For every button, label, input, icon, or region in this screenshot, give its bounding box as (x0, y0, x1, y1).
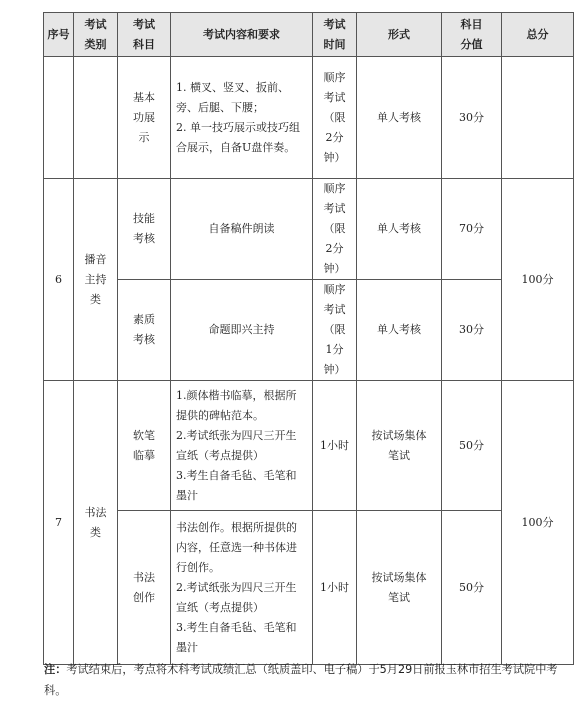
cell-seq: 6 (44, 179, 74, 381)
cell-subject: 书法创作 (118, 511, 171, 665)
cell-content: 自备稿件朗读 (171, 179, 313, 280)
header-type: 考试类别 (74, 13, 118, 57)
cell-content: 1. 横叉、竖叉、扳前、旁、后腿、下腰； 2. 单一技巧展示或技巧组合展示，自备U盘伴奏。 (171, 57, 313, 179)
header-time: 考试时间 (313, 13, 357, 57)
cell-form: 单人考核 (357, 280, 442, 381)
cell-time: 顺序考试（限2分钟） (313, 179, 357, 280)
cell-type: 书法类 (74, 381, 118, 665)
exam-table (43, 12, 574, 665)
cell-total: 100分 (502, 381, 574, 665)
cell-subject: 软笔临摹 (118, 381, 171, 511)
cell-type: 播音主持类 (74, 179, 118, 381)
cell-score: 30分 (442, 57, 502, 179)
cell-time: 顺序考试（限1分钟） (313, 280, 357, 381)
cell-score: 30分 (442, 280, 502, 381)
table-row (44, 280, 574, 381)
cell-form: 单人考核 (357, 57, 442, 179)
table-row (44, 179, 574, 280)
cell-seq (44, 57, 74, 179)
header-subject: 考试科目 (118, 13, 171, 57)
cell-form: 按试场集体笔试 (357, 511, 442, 665)
cell-score: 50分 (442, 511, 502, 665)
header-score: 科目分值 (442, 13, 502, 57)
cell-score: 70分 (442, 179, 502, 280)
cell-time: 顺序考试（限2分钟） (313, 57, 357, 179)
header-content: 考试内容和要求 (171, 13, 313, 57)
header-form: 形式 (357, 13, 442, 57)
footnote (44, 659, 576, 701)
cell-type (74, 57, 118, 179)
cell-total (502, 57, 574, 179)
table-row (44, 381, 574, 511)
cell-seq: 7 (44, 381, 74, 665)
cell-form: 单人考核 (357, 179, 442, 280)
cell-total: 100分 (502, 179, 574, 381)
cell-content: 命题即兴主持 (171, 280, 313, 381)
header-seq: 序号 (44, 13, 74, 57)
table-row (44, 57, 574, 179)
cell-time: 1小时 (313, 381, 357, 511)
cell-score: 50分 (442, 381, 502, 511)
header-total: 总分 (502, 13, 574, 57)
cell-subject: 素质考核 (118, 280, 171, 381)
table-row (44, 511, 574, 665)
cell-content: 1.颜体楷书临摹，根据所提供的碑帖范本。 2.考试纸张为四尺三开生宣纸（考点提供） 3.考生自备毛毡、毛笔和墨汁 (171, 381, 313, 511)
footnote-text: 考试结束后，考点将术科考试成绩汇总（纸质盖印、电子稿）于5月29日前报玉林市招生考试院中考科。 (44, 663, 558, 697)
table-header-row (44, 13, 574, 57)
cell-subject: 基本功展示 (118, 57, 171, 179)
cell-subject: 技能考核 (118, 179, 171, 280)
cell-form: 按试场集体笔试 (357, 381, 442, 511)
cell-content: 书法创作。根据所提供的内容，任意选一种书体进行创作。 2.考试纸张为四尺三开生宣纸（考点提供） 3.考生自备毛毡、毛笔和墨汁 (171, 511, 313, 665)
cell-time: 1小时 (313, 511, 357, 665)
footnote-label: 注： (44, 663, 67, 676)
